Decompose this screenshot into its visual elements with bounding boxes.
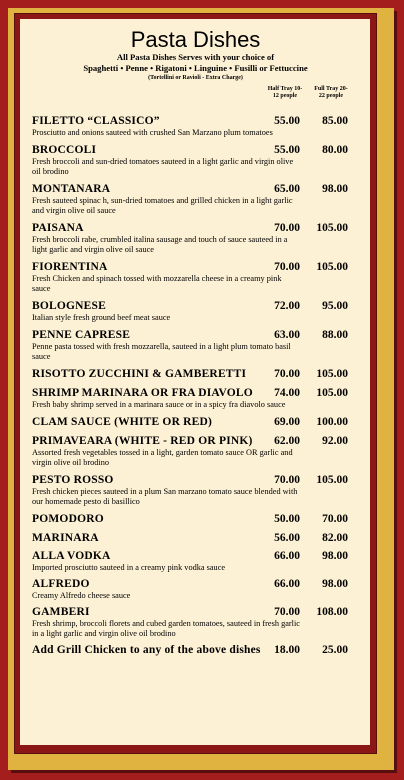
menu-item-name: BROCCOLI (32, 144, 97, 156)
menu-item (32, 300, 359, 323)
full-tray-price: 25.00 (322, 644, 348, 656)
half-tray-price: 70.00 (274, 474, 300, 486)
menu-item-description: Penne pasta tossed with fresh mozzarella, sauteed in a light plum tomato basil sauce (32, 342, 291, 361)
menu-item (32, 144, 359, 177)
menu-item-description: Assorted fresh vegetables tossed in a light, garden tomato sauce OR garlic and virgin olive oil brodino (32, 448, 293, 467)
pasta-choices: Spaghetti • Penne • Rigatoni • Linguine • Fusilli or Fettuccine (83, 63, 308, 73)
menu-item-description: Italian style fresh ground beef meat sauce (32, 313, 171, 322)
full-tray-price: 98.00 (322, 578, 348, 590)
half-tray-header: Half Tray 10-12 people (267, 86, 303, 99)
full-tray-price: 80.00 (322, 144, 348, 156)
menu-item-name: MARINARA (32, 532, 99, 544)
full-tray-price: 98.00 (322, 550, 348, 562)
full-tray-price: 108.00 (316, 606, 348, 618)
menu-item-name: PESTO ROSSO (32, 474, 114, 486)
menu-item (32, 261, 359, 294)
half-tray-price: 65.00 (274, 183, 300, 195)
full-tray-price: 100.00 (316, 416, 348, 428)
menu-item (32, 222, 359, 255)
menu-item-description: Fresh sauteed spinac h, sun-dried tomatoes and grilled chicken in a light garlic and virgin olive oil sauce (32, 196, 293, 215)
menu-item-description: Fresh broccoli and sun-dried tomatoes sauteed in a light garlic and virgin olive oil brodino (32, 157, 294, 176)
full-tray-price: 85.00 (322, 115, 348, 127)
menu-item (32, 387, 359, 410)
half-tray-price: 50.00 (274, 513, 300, 525)
menu-item-name: SHRIMP MARINARA OR FRA DIAVOLO (32, 387, 253, 399)
price-column-headers (32, 86, 359, 109)
menu-item (32, 550, 359, 573)
full-tray-header: Full Tray 20-22 people (314, 86, 348, 99)
menu-subtitle: All Pasta Dishes Serves with your choice of (116, 52, 275, 62)
menu-item-name: MONTANARA (32, 183, 111, 195)
menu-item (32, 578, 359, 601)
menu-item-name: BOLOGNESE (32, 300, 107, 312)
full-tray-price: 95.00 (322, 300, 348, 312)
half-tray-price: 55.00 (274, 144, 300, 156)
menu-item (32, 532, 359, 545)
half-tray-price: 74.00 (274, 387, 300, 399)
half-tray-price: 55.00 (274, 115, 300, 127)
full-tray-price: 105.00 (316, 368, 348, 380)
menu-item-name: PRIMAVEARA (WHITE - RED OR PINK) (32, 435, 253, 447)
half-tray-price: 62.00 (274, 435, 300, 447)
menu-item-name: Add Grill Chicken to any of the above dishes (32, 644, 261, 656)
half-tray-price: 70.00 (274, 222, 300, 234)
full-tray-price: 105.00 (316, 474, 348, 486)
menu-item-name: PENNE CAPRESE (32, 329, 131, 341)
menu-title: Pasta Dishes (130, 27, 261, 52)
menu-panel (20, 19, 370, 745)
menu-item-name: POMODORO (32, 513, 104, 525)
menu-item-description: Prosciutto and onions sauteed with crushed San Marzano plum tomatoes (32, 128, 273, 137)
menu-item-name: RISOTTO ZUCCHINI & GAMBERETTI (32, 368, 247, 380)
menu-item-name: ALFREDO (32, 578, 90, 590)
half-tray-price: 70.00 (274, 261, 300, 273)
full-tray-price: 92.00 (322, 435, 348, 447)
menu-item (32, 474, 359, 507)
half-tray-price: 18.00 (274, 644, 300, 656)
menu-item-description: Fresh Chicken and spinach tossed with mozzarella cheese in a creamy pink sauce (32, 274, 282, 293)
half-tray-price: 70.00 (274, 606, 300, 618)
half-tray-price: 66.00 (274, 578, 300, 590)
menu-item (32, 416, 359, 429)
menu-item-description: Fresh broccoli rabe, crumbled italina sausage and touch of sauce sauteed in a light garlic and virgin olive oil sauce (32, 235, 288, 254)
menu-item-description: Fresh baby shrimp served in a marinara sauce or in a spicy fra diavolo sauce (32, 400, 286, 409)
menu-item (32, 644, 359, 657)
full-tray-price: 70.00 (322, 513, 348, 525)
menu-item-list (32, 115, 359, 657)
full-tray-price: 105.00 (316, 222, 348, 234)
full-tray-price: 98.00 (322, 183, 348, 195)
extra-charge-note: (Tortellini or Ravioli - Extra Charge) (148, 75, 243, 81)
full-tray-price: 105.00 (316, 387, 348, 399)
menu-item-name: CLAM SAUCE (WHITE OR RED) (32, 416, 213, 428)
menu-item-name: ALLA VODKA (32, 550, 111, 562)
menu-item-name: GAMBERI (32, 606, 90, 618)
menu-item-name: FILETTO “CLASSICO” (32, 115, 160, 127)
half-tray-price: 56.00 (274, 532, 300, 544)
menu-item (32, 183, 359, 216)
menu-item-description: Fresh chicken pieces sauteed in a plum San marzano tomato sauce blended with our homemade pesto di basillico (32, 487, 298, 506)
full-tray-price: 105.00 (316, 261, 348, 273)
menu-item-description: Imported prosciutto sauteed in a creamy pink vodka sauce (32, 563, 226, 572)
menu-item-description: Creamy Alfredo cheese sauce (32, 591, 131, 600)
half-tray-price: 69.00 (274, 416, 300, 428)
half-tray-price: 66.00 (274, 550, 300, 562)
menu-item-description: Fresh shrimp, broccoli florets and cubed garden tomatoes, sauteed in fresh garlic in a light garlic and virgin olive oil brodino (32, 619, 300, 638)
menu-item (32, 513, 359, 526)
half-tray-price: 63.00 (274, 329, 300, 341)
menu-item (32, 368, 359, 381)
full-tray-price: 88.00 (322, 329, 348, 341)
menu-item (32, 606, 359, 639)
menu-item (32, 435, 359, 468)
half-tray-price: 70.00 (274, 368, 300, 380)
full-tray-price: 82.00 (322, 532, 348, 544)
half-tray-price: 72.00 (274, 300, 300, 312)
menu-item-name: PAISANA (32, 222, 84, 234)
menu-item (32, 329, 359, 362)
menu-item-name: FIORENTINA (32, 261, 108, 273)
menu-item (32, 115, 359, 138)
